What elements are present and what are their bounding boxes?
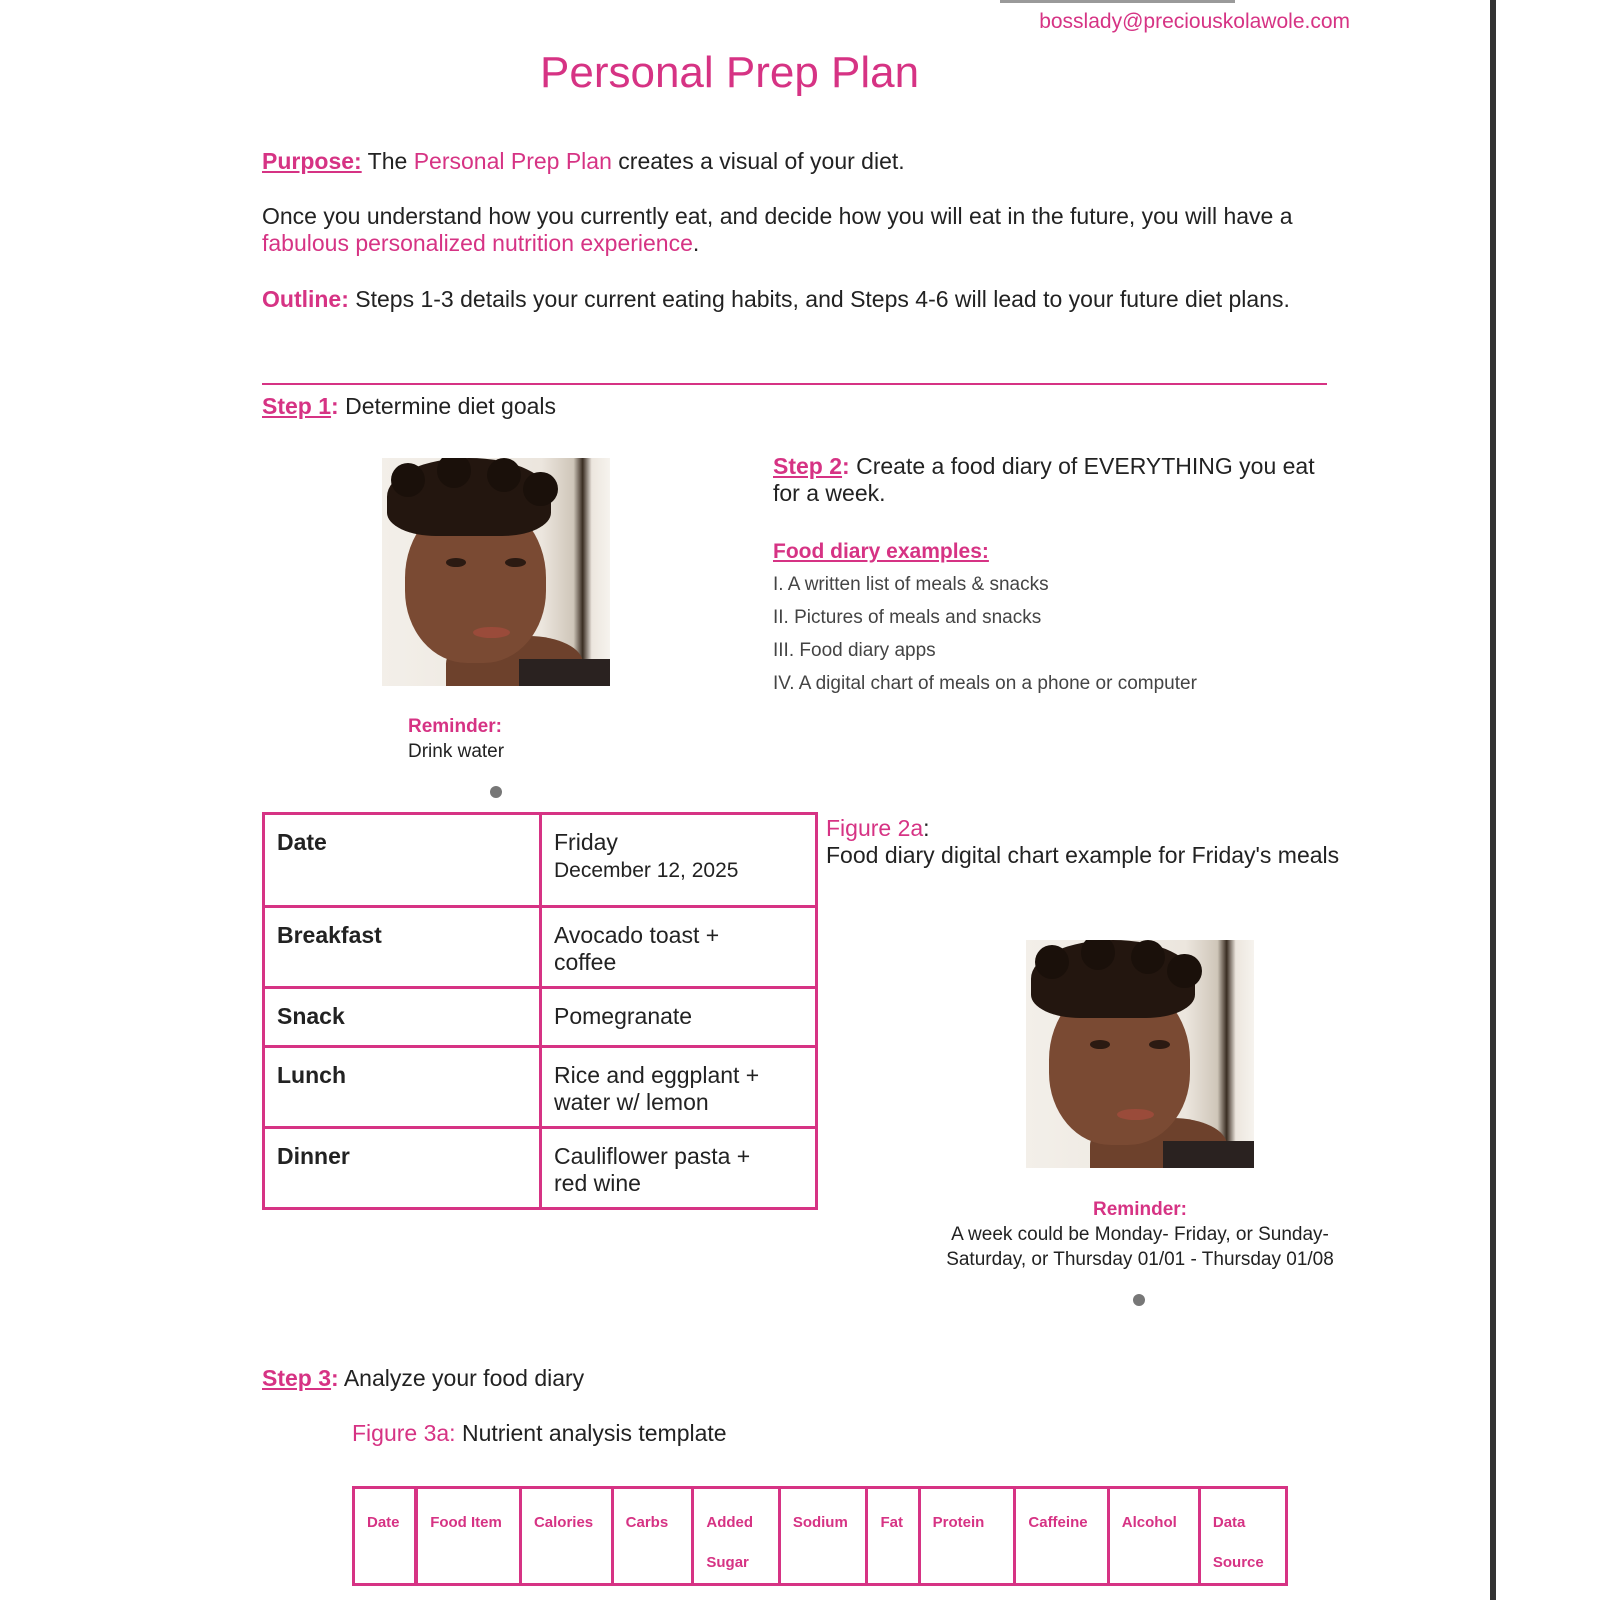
purpose-paragraph	[262, 148, 1332, 175]
step2-text: Create a food diary of EVERYTHING you eat for a week.	[773, 453, 1315, 506]
example-item: III. Food diary apps	[773, 640, 936, 661]
figure-2a-caption: Figure 2a: Food diary digital chart example for Friday's meals	[826, 815, 1340, 868]
contact-email[interactable]: bosslady@preciouskolawole.com	[1039, 10, 1350, 33]
figure-3a-label: Figure 3a:	[352, 1420, 456, 1446]
figure-2a-label: Figure 2a	[826, 815, 924, 841]
table-cell-value: Rice and eggplant + water w/ lemon	[541, 1047, 817, 1128]
reminder-2	[922, 1197, 1358, 1272]
page-edge-border	[1490, 0, 1496, 1600]
table-row	[264, 814, 817, 907]
step1-heading: Step 1: Determine diet goals	[262, 393, 557, 419]
outline-text: Steps 1-3 details your current eating habits, and Steps 4-6 will lead to your future diet plans.	[355, 286, 1290, 312]
nutrient-analysis-table	[352, 1486, 1288, 1586]
purpose-label: Purpose:	[262, 148, 362, 174]
step1-label: Step 1	[262, 393, 332, 419]
step3-heading: Step 3: Analyze your food diary	[262, 1365, 585, 1391]
food-diary-table	[262, 812, 818, 1210]
top-divider	[1000, 0, 1235, 3]
column-header-food-item: Food Item	[416, 1488, 520, 1585]
step3-label: Step 3	[262, 1365, 332, 1391]
example-item: I. A written list of meals & snacks	[773, 574, 1049, 595]
table-cell-key: Breakfast	[264, 907, 541, 988]
purpose-the: The	[367, 148, 408, 174]
column-header-protein: Protein	[919, 1488, 1015, 1585]
table-cell-key: Lunch	[264, 1047, 541, 1128]
portrait-photo-1	[382, 458, 610, 686]
step2-heading: Step 2: Create a food diary of EVERYTHING you eat for a week.	[773, 453, 1315, 506]
table-cell-value: Avocado toast + coffee	[541, 907, 817, 988]
table-cell-key: Date	[264, 814, 541, 907]
outline-label: Outline:	[262, 286, 349, 312]
reminder-1	[408, 714, 504, 764]
column-header-carbs: Carbs	[612, 1488, 693, 1585]
page-title: Personal Prep Plan	[540, 48, 920, 97]
table-cell-value: Pomegranate	[541, 988, 817, 1047]
outline-paragraph	[262, 286, 1332, 313]
bullet-dot-icon	[1133, 1294, 1145, 1306]
table-cell-value: Friday December 12, 2025	[541, 814, 817, 907]
table-row	[264, 988, 817, 1047]
table-cell-key: Dinner	[264, 1128, 541, 1209]
example-item: II. Pictures of meals and snacks	[773, 607, 1042, 628]
bullet-dot-icon	[490, 786, 502, 798]
table-header-row	[354, 1488, 1287, 1585]
food-diary-examples-list	[773, 572, 1197, 704]
once-end: .	[692, 230, 700, 256]
figure-2a-text: Food diary digital chart example for Friday's meals	[826, 842, 1340, 868]
table-row	[264, 1047, 817, 1128]
table-cell-key: Snack	[264, 988, 541, 1047]
section-divider	[262, 383, 1327, 385]
table-row	[264, 1128, 817, 1209]
column-header-data-source: Data Source	[1199, 1488, 1286, 1585]
reminder-1-text: Drink water	[408, 741, 505, 762]
once-text: Once you understand how you currently eat, and decide how you will eat in the future, you will have a	[262, 203, 1293, 229]
reminder-1-label: Reminder:	[408, 716, 502, 737]
example-item: IV. A digital chart of meals on a phone or computer	[773, 673, 1197, 694]
column-header-date: Date	[354, 1488, 417, 1585]
purpose-plan-name: Personal Prep Plan	[413, 148, 612, 174]
once-paragraph	[262, 203, 1332, 257]
table-cell-value: Cauliflower pasta + red wine	[541, 1128, 817, 1209]
once-highlight: fabulous personalized nutrition experience	[262, 230, 693, 256]
column-header-caffeine: Caffeine	[1015, 1488, 1108, 1585]
reminder-2-text: A week could be Monday- Friday, or Sunday-Saturday, or Thursday 01/01 - Thursday 01/08	[946, 1224, 1334, 1270]
figure-3a-caption	[352, 1420, 1422, 1447]
purpose-rest: creates a visual of your diet.	[618, 148, 905, 174]
column-header-fat: Fat	[867, 1488, 919, 1585]
food-diary-examples-label: Food diary examples:	[773, 540, 989, 563]
table-row	[264, 907, 817, 988]
figure-3a-text: Nutrient analysis template	[461, 1420, 727, 1446]
column-header-added-sugar: Added Sugar	[693, 1488, 779, 1585]
step1-text: Determine diet goals	[345, 393, 557, 419]
reminder-2-label: Reminder:	[1093, 1199, 1187, 1220]
column-header-alcohol: Alcohol	[1108, 1488, 1199, 1585]
column-header-calories: Calories	[520, 1488, 612, 1585]
step3-text: Analyze your food diary	[343, 1365, 585, 1391]
portrait-photo-2	[1026, 940, 1254, 1168]
step2-label: Step 2	[773, 453, 843, 479]
column-header-sodium: Sodium	[779, 1488, 867, 1585]
